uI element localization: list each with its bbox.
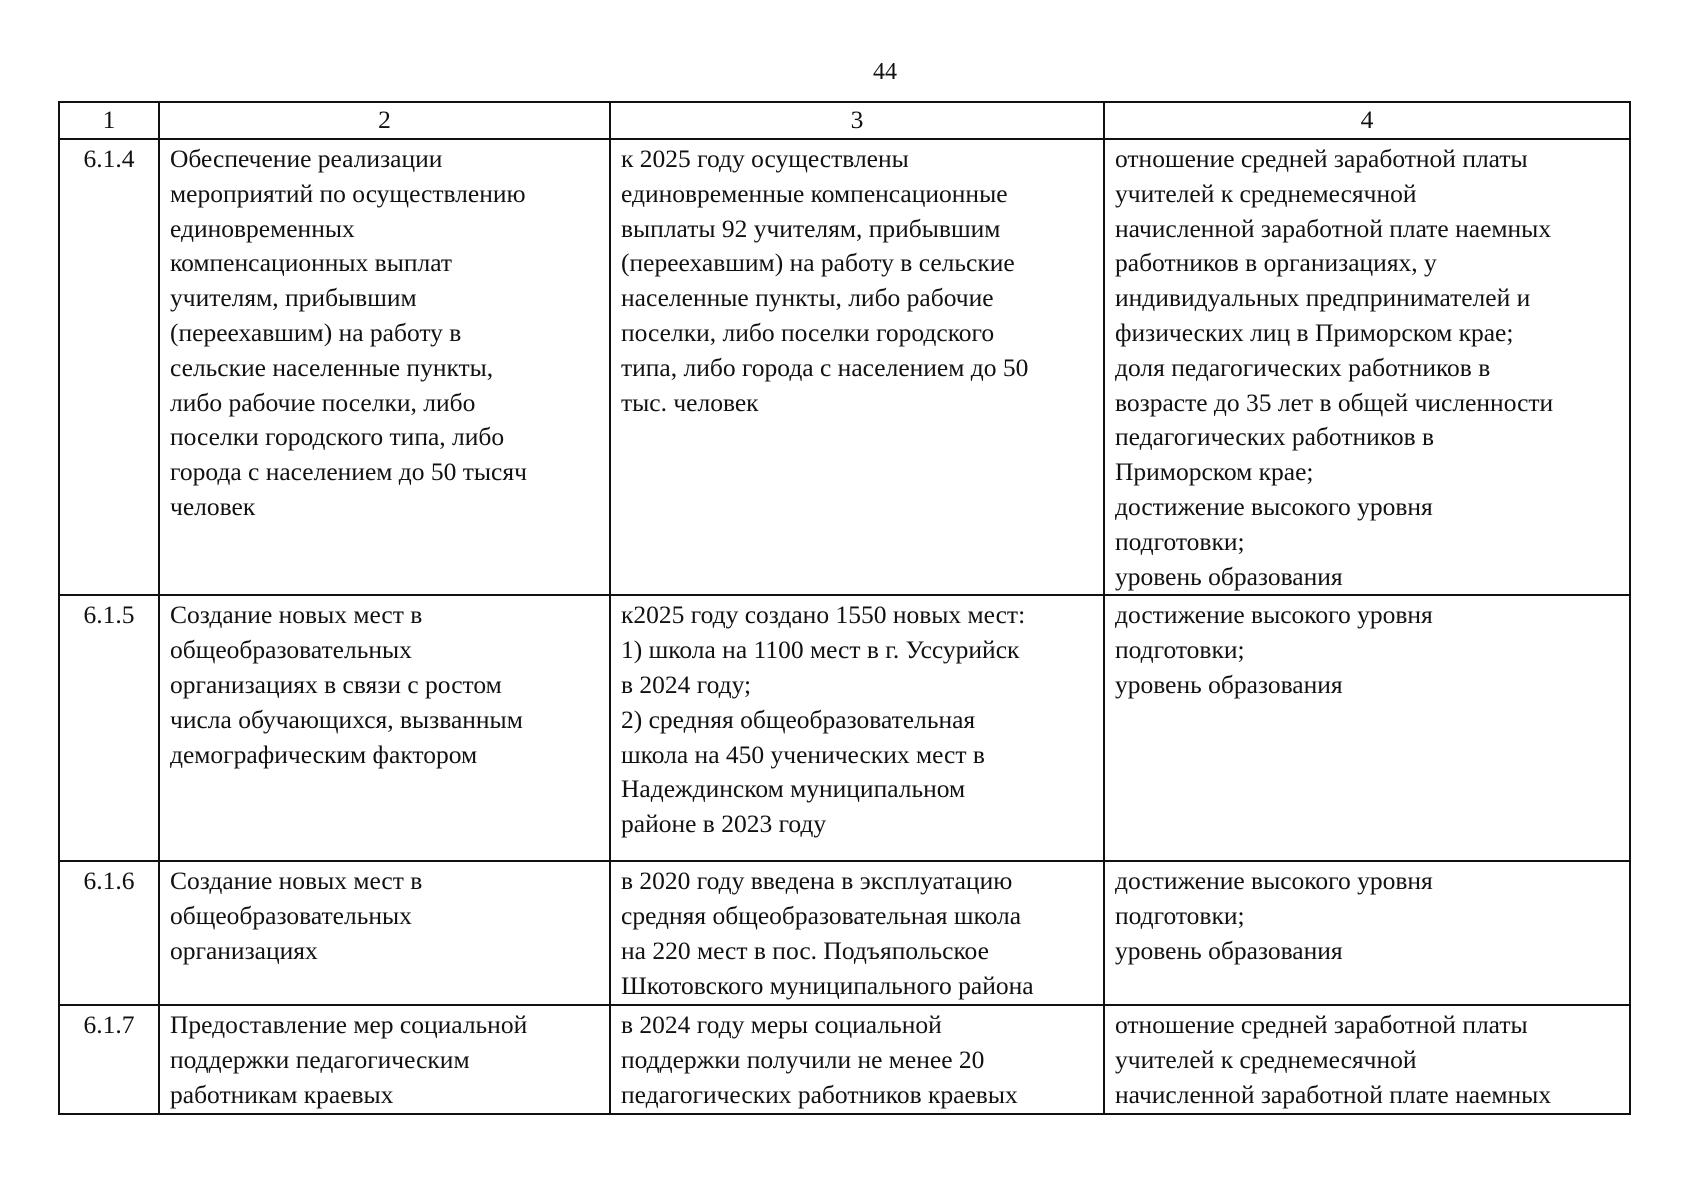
expected-result-cell [610,139,1104,595]
indicator-text: отношение средней заработной платы учителей к среднемесячной начисленной заработной плате наемных работников в организациях, у индивидуальных предпринимателей и физических лиц в Приморском крае; доля педагогических работников в возрасте до 35 лет в общей численности педагогических работников в Приморском крае; достижение высокого уровня подготовки; уровень образования [1115,144,1554,591]
measure-description: Создание новых мест в общеобразовательных организациях в связи с ростом числа обучающихся, вызванным демографическим фактором [170,600,523,769]
column-header: 1 [59,102,159,139]
expected-result: к 2025 году осуществлены единовременные компенсационные выплаты 92 учителям, прибывшим (переехавшим) на работу в сельские населенные пункты, либо рабочие поселки, либо поселки городского типа, либо города с населением до 50 тыс. человек [621,144,1029,417]
expected-result: к2025 году создано 1550 новых мест: 1) школа на 1100 мест в г. Уссурийск в 2024 году; 2) средняя общеобразовательная школа на 450 ученических мест в Надеждинском муниципальном районе в 2023 году [621,600,1026,839]
item-number: 6.1.4 [59,139,159,595]
measures-table [58,101,1631,1115]
measure-description-cell [159,861,610,1005]
measure-description: Обеспечение реализации мероприятий по осуществлению единовременных компенсационных выплат учителям, прибывшим (переехавшим) на работу в сельские населенные пункты, либо рабочие поселки, либо поселки городского типа, либо города с населением до 50 тысяч человек [170,144,527,521]
indicator-text: достижение высокого уровня подготовки; уровень образования [1115,600,1433,699]
expected-result: в 2020 году введена в эксплуатацию средняя общеобразовательная школа на 220 мест в пос. Подъяпольское Шкотовского муниципального района [621,866,1034,1000]
column-header: 4 [1104,102,1630,139]
measure-description: Создание новых мест в общеобразовательных организациях [170,866,423,965]
item-number: 6.1.7 [59,1005,159,1113]
table-row [59,139,1630,595]
indicator-text: отношение средней заработной платы учителей к среднемесячной начисленной заработной плате наемных [1115,1010,1552,1109]
table-row [59,861,1630,1005]
indicator-cell [1104,861,1630,1005]
expected-result-cell [610,1005,1104,1113]
column-header: 2 [159,102,610,139]
column-header: 3 [610,102,1104,139]
item-number: 6.1.6 [59,861,159,1005]
indicator-cell [1104,1005,1630,1113]
table-row [59,1005,1630,1113]
expected-result-cell [610,861,1104,1005]
measure-description-cell [159,595,610,861]
indicator-cell [1104,139,1630,595]
table-row [59,595,1630,861]
indicator-cell [1104,595,1630,861]
table-header-row [59,102,1630,139]
measure-description-cell [159,139,610,595]
expected-result: в 2024 году меры социальной поддержки получили не менее 20 педагогических работников краевых [621,1010,1018,1109]
item-number: 6.1.5 [59,595,159,861]
measure-description: Предоставление мер социальной поддержки педагогическим работникам краевых [170,1010,528,1109]
measure-description-cell [159,1005,610,1113]
expected-result-cell [610,595,1104,861]
indicator-text: достижение высокого уровня подготовки; уровень образования [1115,866,1433,965]
page-number: 44 [873,59,897,85]
